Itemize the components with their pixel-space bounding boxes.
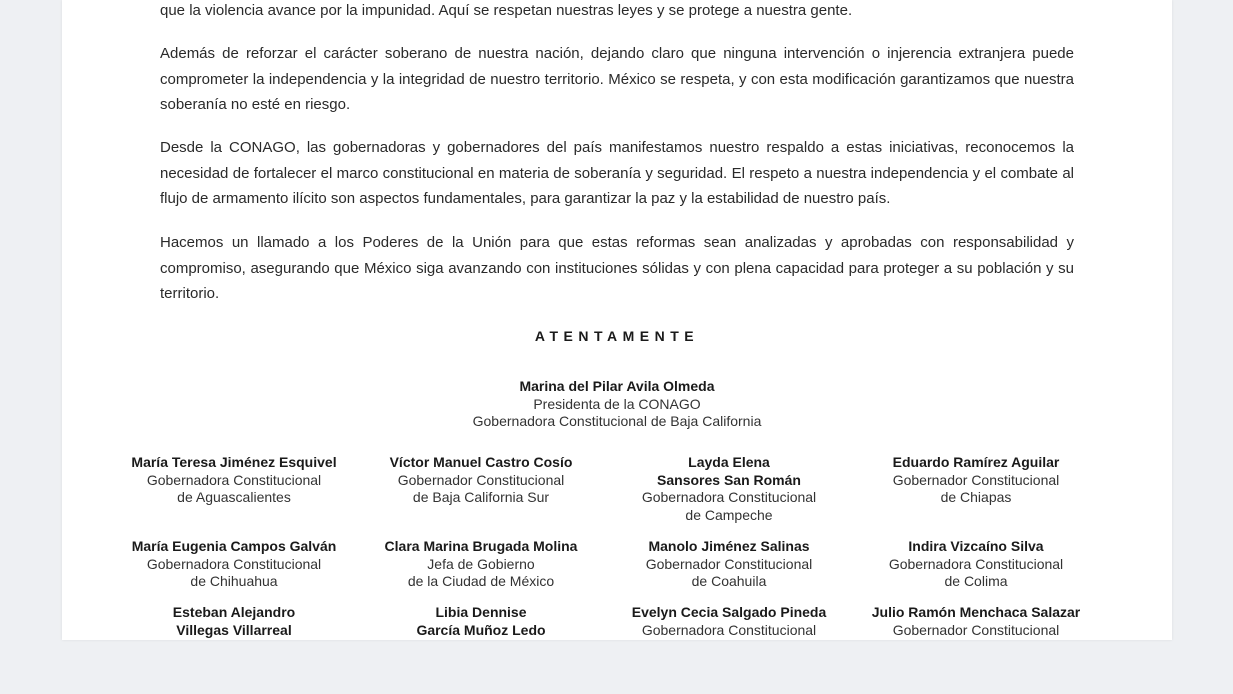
signatory-name: María Eugenia Campos Galván [131,538,337,554]
signatory-name: Eduardo Ramírez Aguilar [892,454,1060,470]
signatory-role: Gobernador Constitucional [645,555,813,572]
signatory-name: Clara Marina Brugada Molina [384,538,578,554]
signatory-name: Libia Dennise [435,604,527,620]
signatory-row-3 [62,604,1172,694]
signatory-role: Gobernadora Constitucional [641,621,817,638]
signatory-block [356,604,606,639]
signatory-name: Layda Elena [688,454,770,470]
document-page [62,0,1172,640]
signatory-name: Julio Ramón Menchaca Salazar [871,604,1081,620]
signatory-state: de Coahuila [691,573,767,589]
paragraph-2: Además de reforzar el carácter soberano de nuestra nación, dejando claro que ninguna intervención o injerencia extranjera puede comprometer la independencia y la integridad de nuestro territorio. México se respeta, y con esta modificación garantizamos que nuestra soberanía no esté en riesgo. [160,45,1074,113]
signatory-name: Manolo Jiménez Salinas [648,538,810,554]
signatory-block [604,454,854,524]
signatory-state: de Baja California Sur [412,489,550,505]
signatory-role: Gobernadora Constitucional [146,555,322,572]
signatory-block [109,454,359,507]
signatory-block [356,454,606,507]
signatory-state: de Aguascalientes [177,489,291,505]
signatory-role: Gobernadora Constitucional [146,471,322,488]
signatory-block [356,538,606,591]
signatory-role: Gobernador Constitucional [892,621,1060,638]
president-name: Marina del Pilar Avila Olmeda [519,378,715,394]
signatory-block [109,538,359,591]
signatory-role: Gobernadora Constitucional [641,489,817,505]
president-state: Gobernadora Constitucional de Baja California [472,413,762,429]
signatory-state: de la Ciudad de México [407,573,555,589]
signatory-name: Indira Vizcaíno Silva [908,538,1044,554]
signatory-state: de Colima [944,573,1008,589]
signatory-state: de Campeche [685,506,773,523]
signatory-block [851,538,1101,591]
signatory-name-line-2: Villegas Villarreal [176,621,292,638]
paragraph-3: Desde la CONAGO, las gobernadoras y gobernadores del país manifestamos nuestro respaldo a estas iniciativas, reconocemos la necesidad de fortalecer el marco constitucional en materia de soberanía y seguridad. El respeto a nuestra independencia y el combate al flujo de armamento ilícito son aspectos fundamentales, para garantizar la paz y la estabilidad de nuestro país. [160,139,1074,207]
signatory-block [109,604,359,639]
president-role: Presidenta de la CONAGO [533,395,701,412]
signatory-role: Gobernador Constitucional [397,471,565,488]
signatory-block [851,454,1101,507]
signatory-name: María Teresa Jiménez Esquivel [131,454,337,470]
signatory-row-1 [62,454,1172,544]
signatory-block [604,538,854,591]
closing-heading: ATENTAMENTE [534,328,700,344]
signatory-state: de Chiapas [940,489,1012,505]
signatory-role: Jefa de Gobierno [427,555,535,572]
paragraph-4: Hacemos un llamado a los Poderes de la Unión para que estas reformas sean analizadas y aprobadas con responsabilidad y compromiso, asegurando que México siga avanzando con instituciones sólidas y con plena capacidad para proteger a su población y su territorio. [160,234,1074,302]
signatory-name-line-2: Sansores San Román [657,471,801,488]
signatory-name: Víctor Manuel Castro Cosío [389,454,573,470]
signatory-block [851,604,1101,639]
signatory-name: Esteban Alejandro [172,604,296,620]
signatory-role: Gobernadora Constitucional [888,555,1064,572]
signatory-role: Gobernador Constitucional [892,471,1060,488]
signatory-state: de Chihuahua [190,573,278,589]
paragraph-1: que la violencia avance por la impunidad. Aquí se respetan nuestras leyes y se protege a nuestra gente. [160,2,853,19]
signatory-name-line-2: García Muñoz Ledo [416,621,546,638]
president-signature [62,378,1172,431]
signatory-name: Evelyn Cecia Salgado Pineda [631,604,827,620]
signatory-block [604,604,854,639]
